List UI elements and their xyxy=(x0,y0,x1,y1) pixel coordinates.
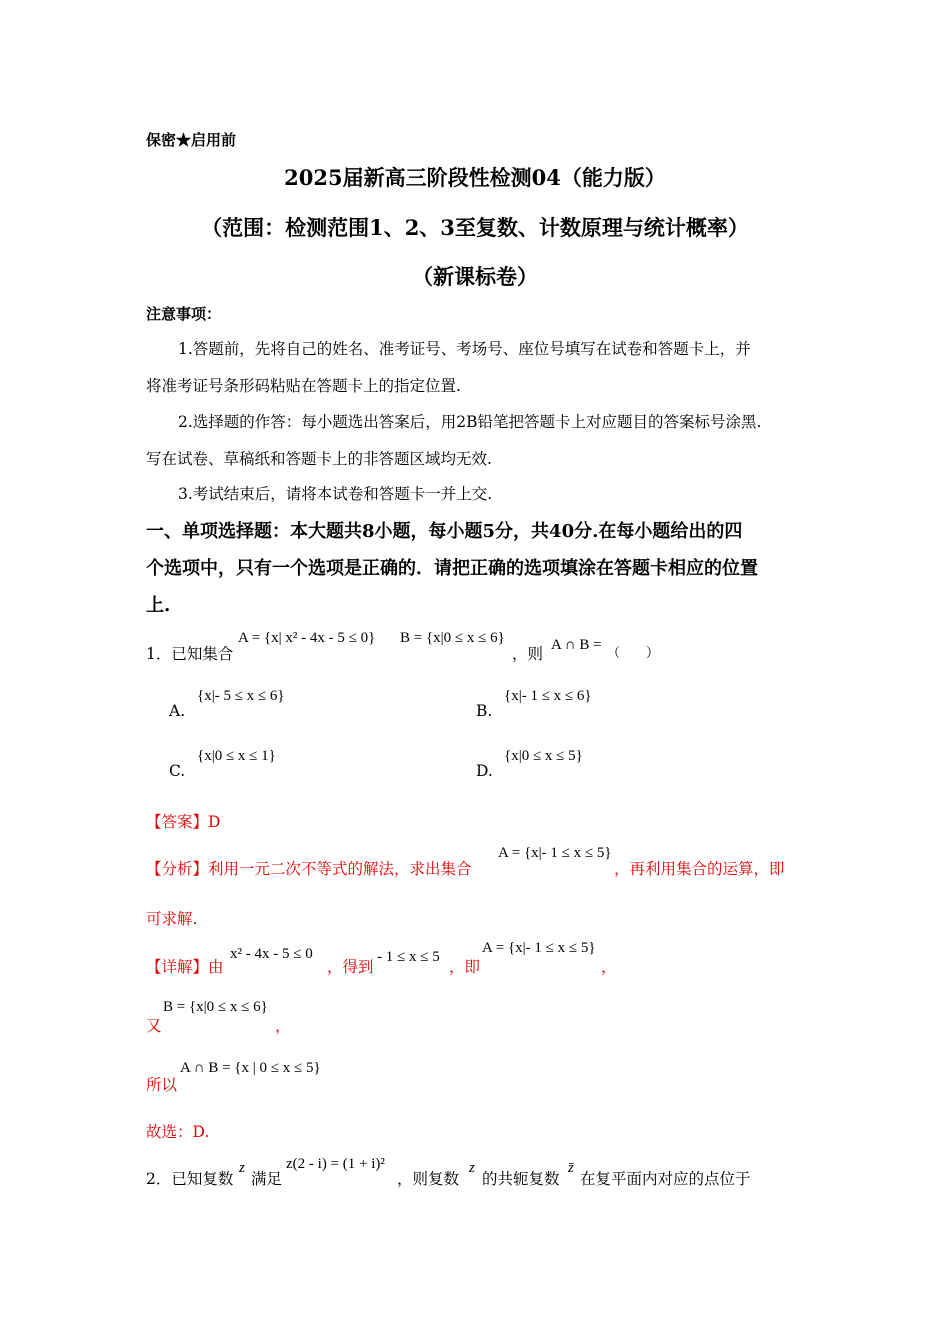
q2-equation: z(2 - i) = (1 + i)² xyxy=(286,1156,385,1172)
q2-tail: 在复平面内对应的点位于 xyxy=(580,1170,751,1188)
q1-option-b: {x|- 1 ≤ x ≤ 6} xyxy=(504,688,592,704)
notice-heading: 注意事项： xyxy=(146,305,222,323)
also-set-b: B = {x|0 ≤ x ≤ 6} xyxy=(163,999,268,1015)
q2-mid: 满足 xyxy=(251,1170,283,1188)
analysis-text-pre: 利用一元二次不等式的解法，求出集合 xyxy=(208,860,472,878)
notice-item1-line2: 将准考证号条形码粘贴在答题卡上的指定位置. xyxy=(146,377,461,395)
q2-then: ，则复数 xyxy=(397,1170,460,1188)
scope-subtitle: （范围：检测范围1、2、3至复数、计数原理与统计概率） xyxy=(201,215,749,240)
q1-option-a: {x|- 5 ≤ x ≤ 6} xyxy=(197,688,285,704)
detail-ji: ，即 xyxy=(449,958,481,976)
detail-inequality: x² - 4x - 5 ≤ 0 xyxy=(230,946,313,962)
analysis-text-post: ，再利用集合的运算，即 xyxy=(614,860,785,878)
q2-z2: z xyxy=(469,1160,475,1176)
section-heading-line2: 个选项中，只有一个选项是正确的．请把正确的选项填涂在答题卡相应的位置 xyxy=(146,558,758,579)
page-title: 2025届新高三阶段性检测04（能力版） xyxy=(284,165,666,190)
analysis-set-a: A = {x|- 1 ≤ x ≤ 5} xyxy=(498,845,612,861)
q2-zbar: z̄ xyxy=(568,1160,574,1176)
so-label: 所以 xyxy=(146,1076,178,1094)
q1-answer xyxy=(146,810,220,832)
q1-detail xyxy=(146,955,224,977)
q1-analysis xyxy=(146,857,472,879)
analysis-tag: 【分析】 xyxy=(146,860,209,878)
paper-type: （新课标卷） xyxy=(412,264,538,289)
detail-range: - 1 ≤ x ≤ 5 xyxy=(377,949,440,965)
q2-conj-text: 的共轭复数 xyxy=(482,1170,560,1188)
q1-set-b: B = {x|0 ≤ x ≤ 6} xyxy=(400,630,505,646)
q1-option-d-letter: D. xyxy=(476,762,493,780)
so-expression: A ∩ B = {x | 0 ≤ x ≤ 5} xyxy=(180,1060,321,1076)
q1-option-c-letter: C. xyxy=(169,762,186,780)
q1-then: ，则 xyxy=(512,645,544,663)
section-heading-line3: 上. xyxy=(146,595,171,616)
notice-item3: 3.考试结束后，请将本试卷和答题卡一并上交. xyxy=(178,485,493,503)
secret-label: 保密★启用前 xyxy=(146,131,237,149)
choose-answer: 故选：D. xyxy=(146,1123,210,1141)
detail-comma: ， xyxy=(601,958,617,976)
analysis-line2: 可求解. xyxy=(146,910,198,928)
also-label: 又 xyxy=(146,1017,162,1035)
notice-item2-line2: 写在试卷、草稿纸和答题卡上的非答题区域均无效. xyxy=(146,450,492,468)
detail-you: 由 xyxy=(208,958,224,976)
notice-item1-line1: 1.答题前，先将自己的姓名、准考证号、考场号、座位号填写在试卷和答题卡上，并 xyxy=(178,340,751,358)
also-comma: ， xyxy=(275,1017,291,1035)
answer-value: D xyxy=(208,813,221,831)
detail-set-a: A = {x|- 1 ≤ x ≤ 5} xyxy=(482,940,596,956)
q1-option-d: {x|0 ≤ x ≤ 5} xyxy=(504,748,583,764)
detail-tag: 【详解】 xyxy=(146,958,209,976)
q1-answer-paren: （ ） xyxy=(607,646,660,661)
q1-set-a: A = {x| x² - 4x - 5 ≤ 0} xyxy=(238,630,376,646)
q1-prefix: 1．已知集合 xyxy=(146,645,234,663)
q1-option-b-letter: B. xyxy=(476,702,493,720)
section-heading-line1: 一、单项选择题：本大题共8小题，每小题5分，共40分.在每小题给出的四 xyxy=(146,521,743,542)
q1-option-c: {x|0 ≤ x ≤ 1} xyxy=(197,748,276,764)
notice-item2-line1: 2.选择题的作答：每小题选出答案后，用2B铅笔把答题卡上对应题目的答案标号涂黑. xyxy=(178,413,762,431)
q2-z1: z xyxy=(239,1160,245,1176)
detail-get: ，得到 xyxy=(327,958,374,976)
answer-tag: 【答案】 xyxy=(146,813,209,831)
q1-expr: A ∩ B = xyxy=(551,637,602,653)
q1-option-a-letter: A. xyxy=(169,702,186,720)
q2-prefix: 2．已知复数 xyxy=(146,1170,234,1188)
